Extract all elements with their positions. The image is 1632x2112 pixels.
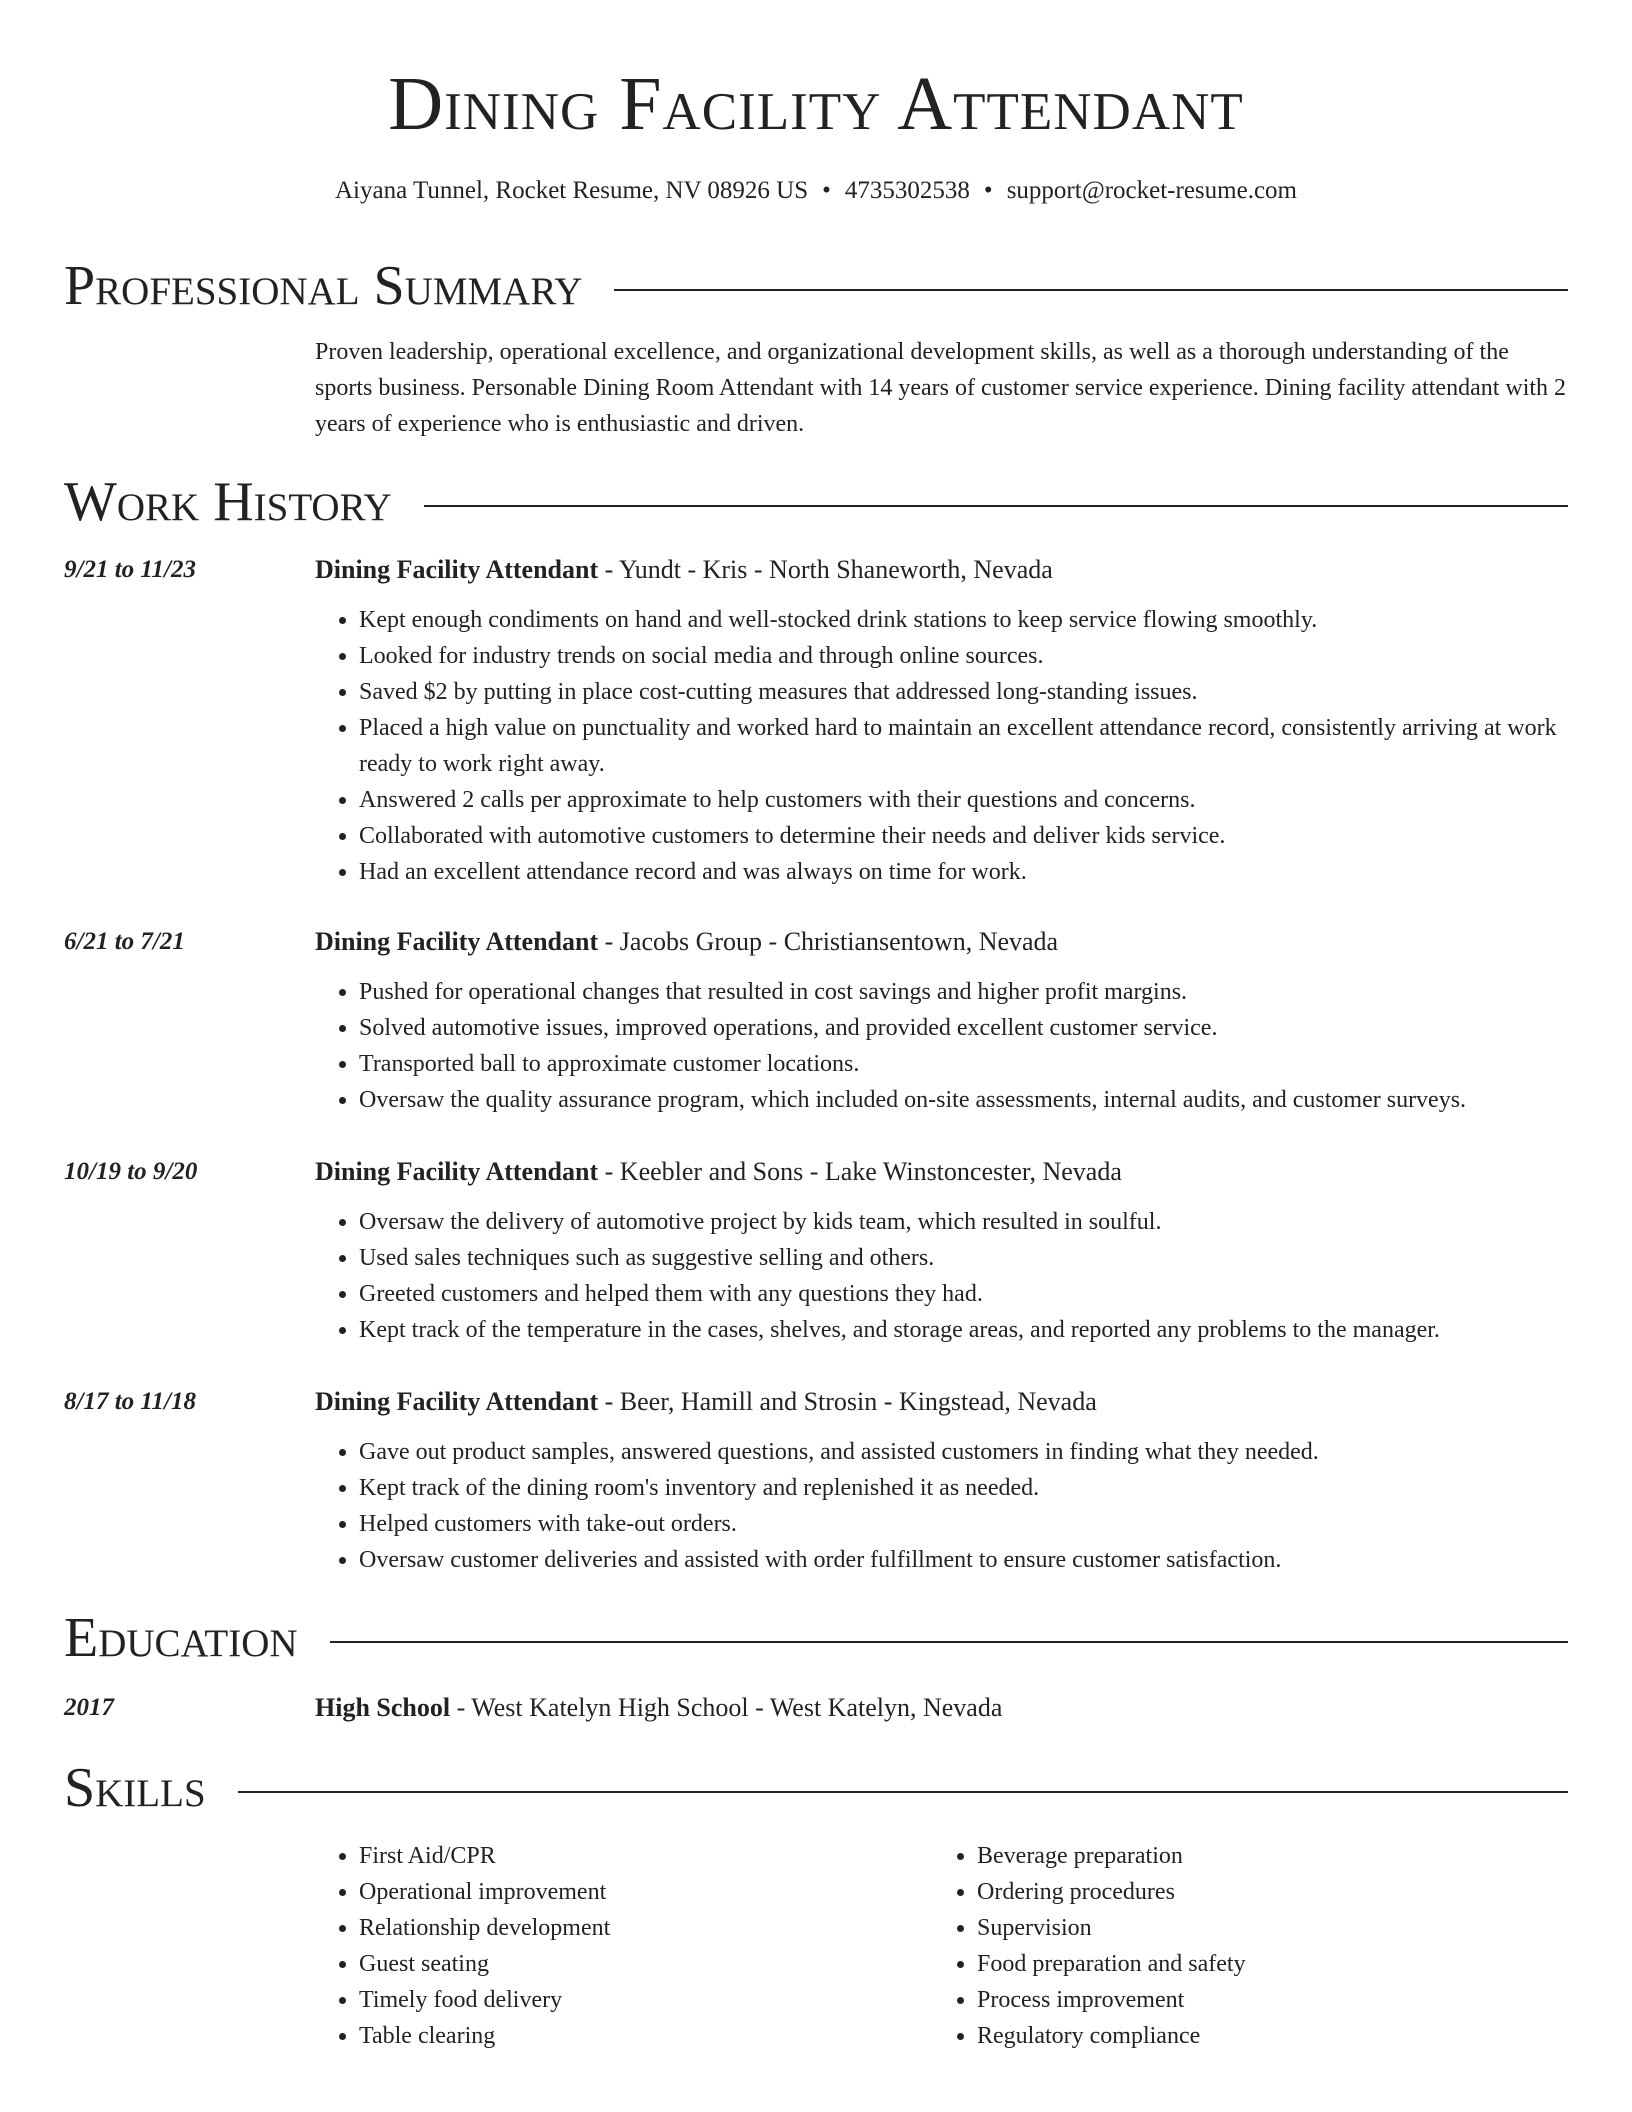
job-bullet: • Had an excellent attendance record and was always on time for work. — [359, 854, 1568, 890]
job-bullet: • Answered 2 calls per approximate to help customers with their questions and concerns. — [359, 782, 1568, 818]
job-dates: 9/21 to 11/23 — [64, 556, 196, 583]
skill-item: • Guest seating — [359, 1946, 933, 1982]
contact-phone: 4735302538 — [844, 177, 970, 204]
education-heading — [315, 1690, 1568, 1726]
job-bullet: • Oversaw customer deliveries and assisted with order fulfillment to ensure customer satisfaction. — [359, 1542, 1568, 1578]
job-bullets — [315, 602, 1568, 890]
contact-address: Aiyana Tunnel, Rocket Resume, NV 08926 US — [335, 177, 809, 204]
job-entry — [64, 1384, 1568, 1578]
summary-text: Proven leadership, operational excellence, and organizational development skills, as well as a thorough understanding of the sports business. Personable Dining Room Attendant with 14 years of customer service experience. Dining facility attendant with 2 years of experience who is enthusiastic and driven. — [315, 339, 1567, 437]
job-entry — [64, 1154, 1568, 1348]
job-bullet: • Saved $2 by putting in place cost-cutting measures that addressed long-standing issues. — [359, 674, 1568, 710]
skill-item: • Relationship development — [359, 1910, 933, 1946]
education-details: - West Katelyn High School - West Katelyn, Nevada — [450, 1693, 1003, 1722]
section-divider — [614, 289, 1568, 291]
job-bullet: • Looked for industry trends on social media and through online sources. — [359, 638, 1568, 674]
job-bullet: • Gave out product samples, answered questions, and assisted customers in finding what they needed. — [359, 1434, 1568, 1470]
education-section-title: Education — [64, 1607, 298, 1669]
job-role: Dining Facility Attendant — [315, 927, 599, 956]
job-role: Dining Facility Attendant — [315, 555, 599, 584]
job-bullet: • Kept track of the dining room's inventory and replenished it as needed. — [359, 1470, 1568, 1506]
job-bullet: • Used sales techniques such as suggestive selling and others. — [359, 1240, 1568, 1276]
job-bullets — [315, 1204, 1568, 1348]
job-entry — [64, 552, 1568, 890]
education-entry — [64, 1690, 1568, 1726]
job-bullet: • Placed a high value on punctuality and worked hard to maintain an excellent attendance record, consistently arriving at work ready to work right away. — [359, 710, 1568, 782]
contact-email: support@rocket-resume.com — [1006, 177, 1297, 204]
job-bullets — [315, 1434, 1568, 1578]
section-divider — [424, 505, 1568, 507]
summary-section-header — [64, 254, 1568, 318]
skills-list-right — [933, 1838, 1551, 2054]
skill-item: • Table clearing — [359, 2018, 933, 2054]
job-bullet: • Solved automotive issues, improved operations, and provided excellent customer service. — [359, 1010, 1568, 1046]
section-divider — [238, 1791, 1568, 1793]
job-heading — [315, 552, 1568, 588]
job-bullet: • Oversaw the delivery of automotive project by kids team, which resulted in soulful. — [359, 1204, 1568, 1240]
job-bullet: • Collaborated with automotive customers to determine their needs and deliver kids service. — [359, 818, 1568, 854]
skill-item: • Process improvement — [977, 1982, 1551, 2018]
skills-list-left — [315, 1838, 933, 2054]
job-details: - Keebler and Sons - Lake Winstoncester, Nevada — [598, 1157, 1122, 1186]
work-section-title: Work History — [64, 471, 392, 533]
job-role: Dining Facility Attendant — [315, 1157, 599, 1186]
job-heading — [315, 1384, 1568, 1420]
job-dates: 8/17 to 11/18 — [64, 1388, 196, 1415]
skill-item: • Beverage preparation — [977, 1838, 1551, 1874]
job-entry — [64, 924, 1568, 1118]
job-bullet: • Kept enough condiments on hand and well-stocked drink stations to keep service flowing smoothly. — [359, 602, 1568, 638]
job-bullet: • Helped customers with take-out orders. — [359, 1506, 1568, 1542]
skill-item: • Food preparation and safety — [977, 1946, 1551, 1982]
contact-line — [0, 175, 1632, 207]
job-bullet: • Greeted customers and helped them with any questions they had. — [359, 1276, 1568, 1312]
skill-item: • Ordering procedures — [977, 1874, 1551, 1910]
job-bullet: • Kept track of the temperature in the cases, shelves, and storage areas, and reported any problems to the manager. — [359, 1312, 1568, 1348]
job-heading — [315, 1154, 1568, 1190]
skills-section-title: Skills — [64, 1757, 206, 1819]
skills-block — [64, 1838, 1568, 2054]
job-details: - Beer, Hamill and Strosin - Kingstead, Nevada — [598, 1387, 1097, 1416]
summary-section-title: Professional Summary — [64, 255, 583, 317]
job-bullet: • Transported ball to approximate customer locations. — [359, 1046, 1568, 1082]
job-heading — [315, 924, 1568, 960]
skill-item: • Supervision — [977, 1910, 1551, 1946]
job-dates: 6/21 to 7/21 — [64, 928, 185, 955]
job-dates: 10/19 to 9/20 — [64, 1158, 198, 1185]
work-section-header — [64, 470, 1568, 534]
job-bullet: • Pushed for operational changes that resulted in cost savings and higher profit margins. — [359, 974, 1568, 1010]
job-role: Dining Facility Attendant — [315, 1387, 599, 1416]
skill-item: • First Aid/CPR — [359, 1838, 933, 1874]
job-bullet: • Oversaw the quality assurance program, which included on-site assessments, internal audits, and customer surveys. — [359, 1082, 1568, 1118]
contact-separator: • — [822, 177, 831, 204]
resume-title: Dining Facility Attendant — [388, 62, 1244, 146]
contact-separator: • — [983, 177, 993, 204]
summary-block — [64, 334, 1568, 442]
skills-section-header — [64, 1756, 1568, 1820]
job-bullets — [315, 974, 1568, 1118]
skill-item: • Timely food delivery — [359, 1982, 933, 2018]
job-details: - Yundt - Kris - North Shaneworth, Nevada — [598, 555, 1053, 584]
section-divider — [330, 1641, 1568, 1643]
job-details: - Jacobs Group - Christiansentown, Nevada — [598, 927, 1059, 956]
skill-item: • Regulatory compliance — [977, 2018, 1551, 2054]
education-degree: High School — [315, 1693, 451, 1722]
skill-item: • Operational improvement — [359, 1874, 933, 1910]
education-section-header — [64, 1606, 1568, 1670]
education-year: 2017 — [64, 1694, 114, 1721]
